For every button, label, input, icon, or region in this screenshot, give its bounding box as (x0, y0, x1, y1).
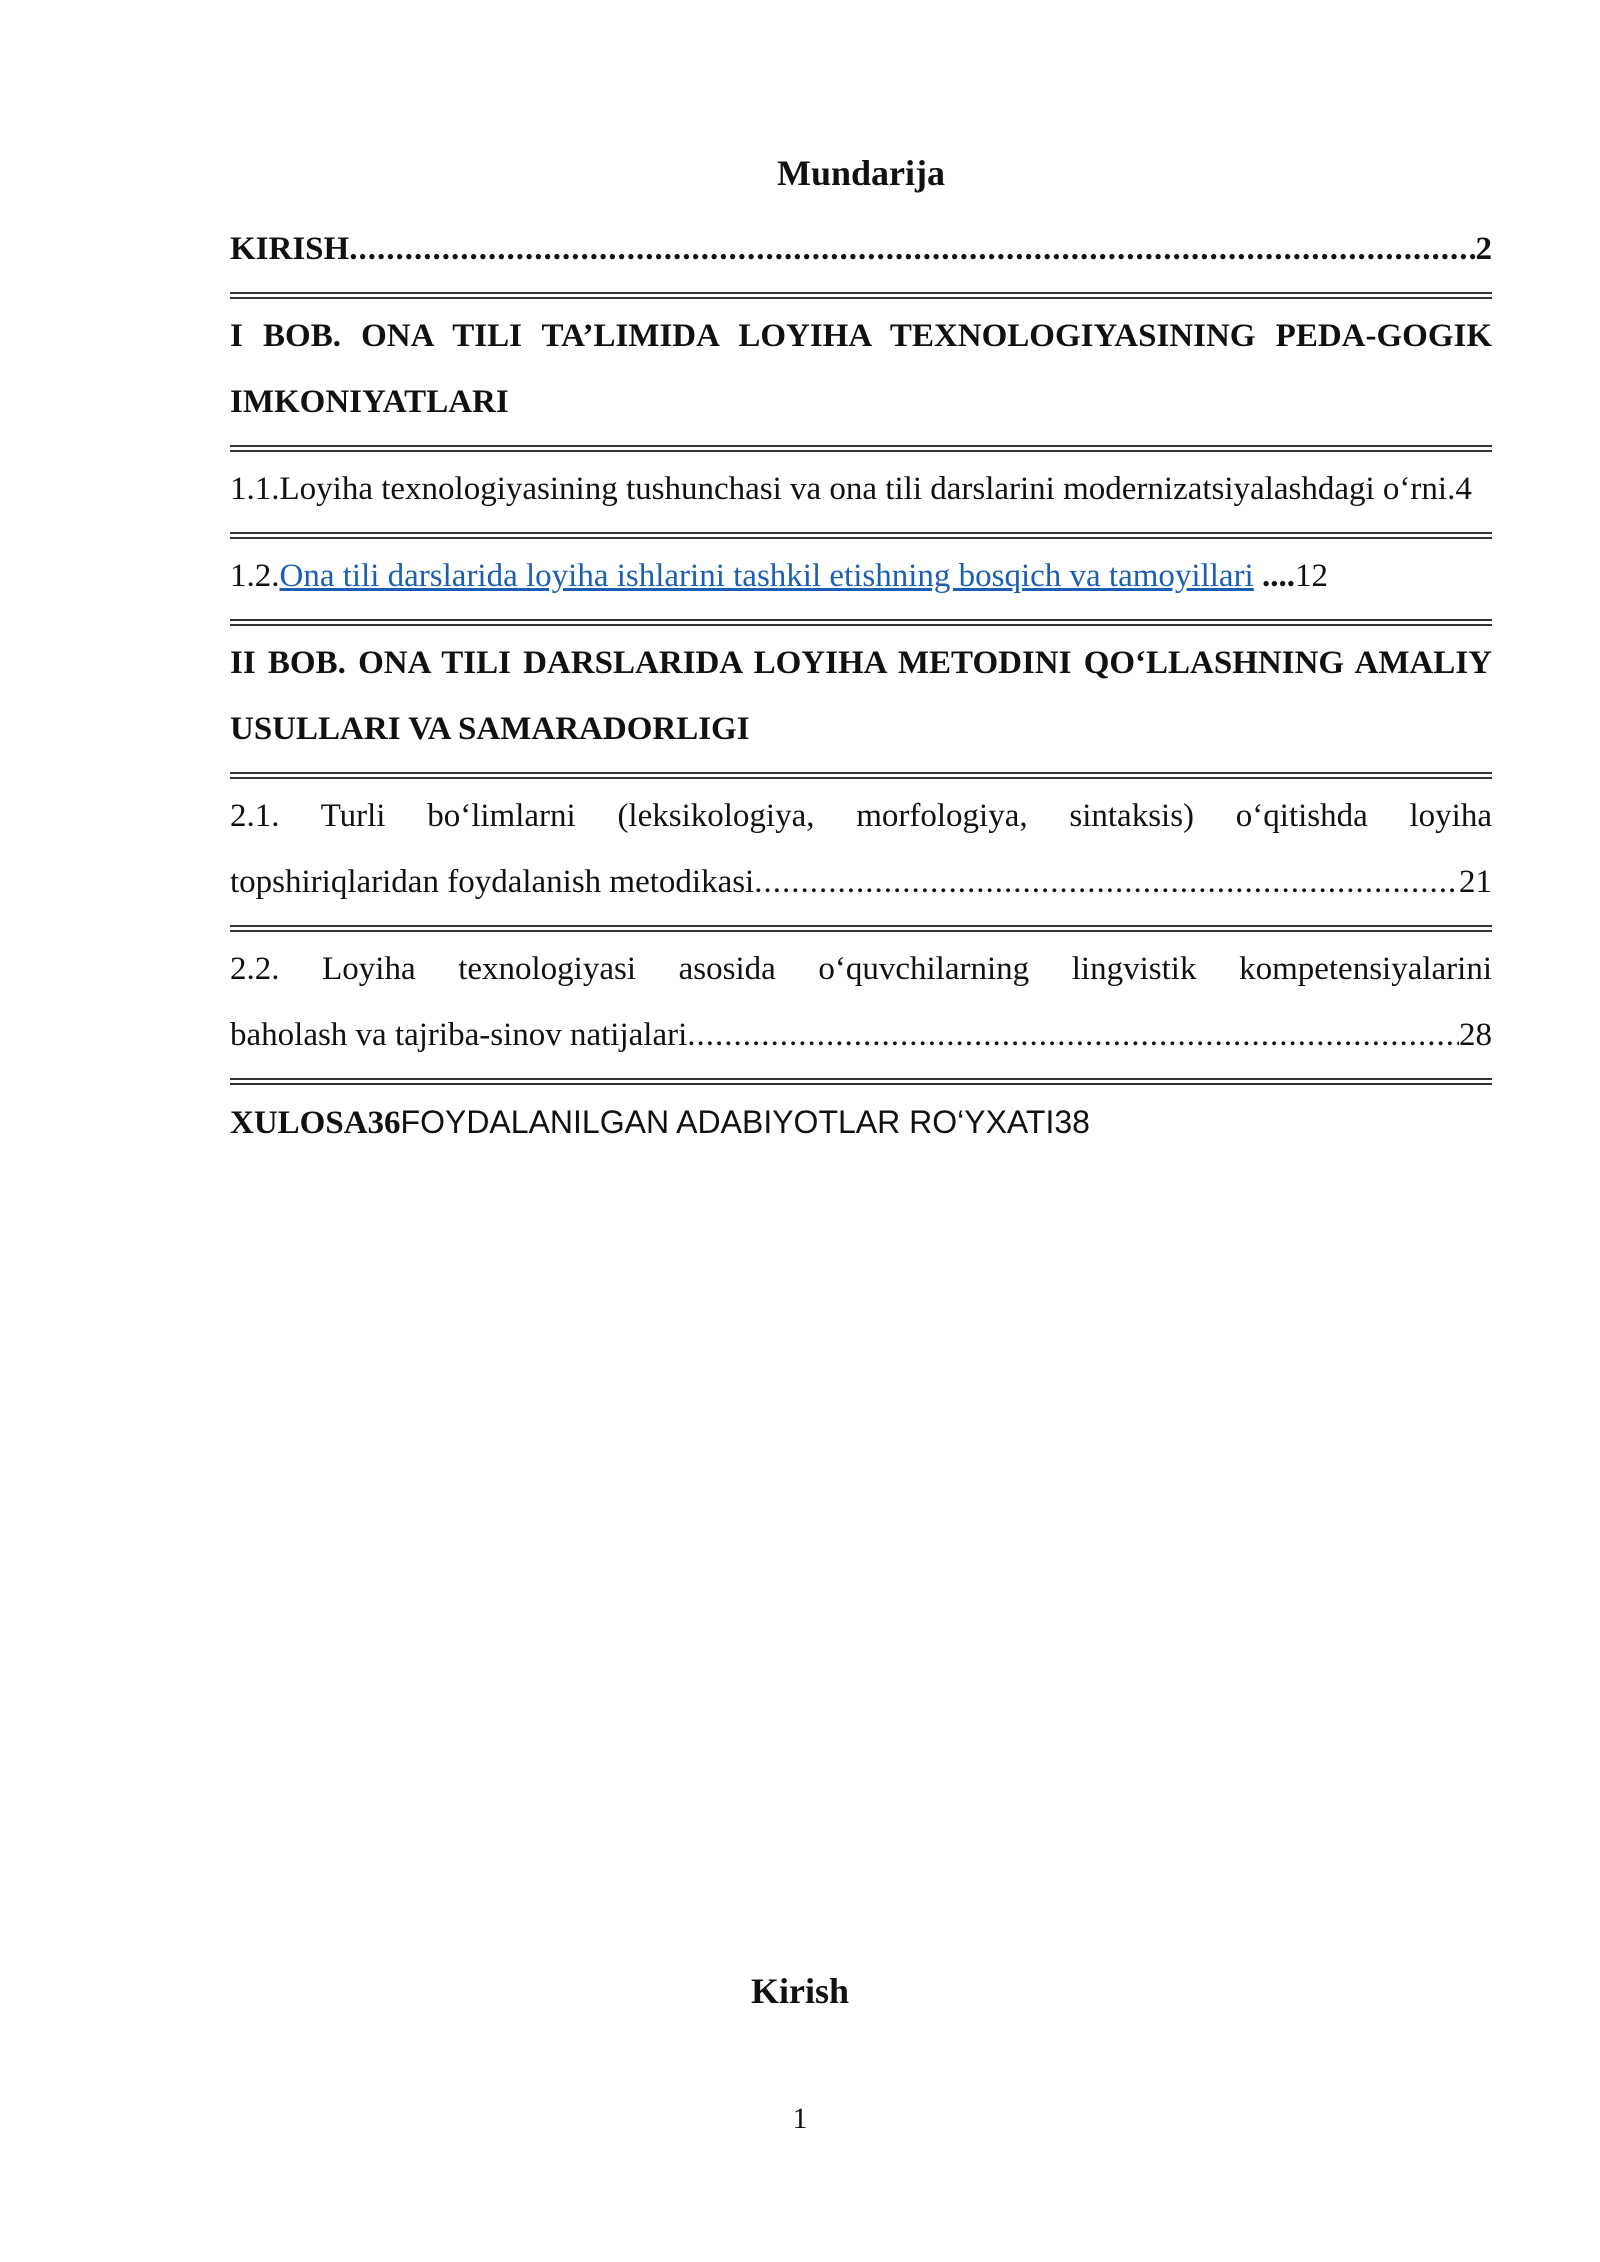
toc-entry-section-2-2[interactable] (230, 936, 1492, 1068)
toc-entry-page: 38 (1054, 1104, 1090, 1140)
toc-entry-label: I BOB. ONA TILI TA’LIMIDA LOYIHA TEXNOLOGIYASINING PEDA-GOGIK IMKONIYATLARI (230, 318, 1492, 420)
toc-entry-page: 2 (1475, 231, 1492, 267)
toc-entry-page: 21 (1459, 864, 1492, 900)
table-of-contents (230, 140, 1492, 1156)
toc-entry-label: II BOB. ONA TILI DARSLARIDA LOYIHA METODINI QO‘LLASHNING AMALIY USULLARI VA SAMARADORLIGI (230, 645, 1492, 747)
toc-entry-page: 4 (1455, 471, 1472, 507)
toc-entry-page: 36 (367, 1105, 401, 1141)
toc-entry-chapter-1[interactable] (230, 303, 1492, 435)
toc-entry-section-2-1[interactable] (230, 783, 1492, 915)
toc-entry-line (230, 1002, 1492, 1068)
toc-entry-label: baholash va tajriba-sinov natijalari (230, 1017, 688, 1053)
separator-rule (230, 532, 1492, 539)
toc-entry-line: 2.2. Loyiha texnologiyasi asosida o‘quvchilarning lingvistik kompetensiyalarini (230, 951, 1492, 987)
separator-rule (230, 292, 1492, 299)
toc-entry-label: KIRISH (230, 231, 350, 267)
toc-entry-line: 2.1. Turli bo‘limlarni (leksikologiya, morfologiya, sintaksis) o‘qitishda loyiha (230, 798, 1492, 834)
dot-leader (754, 849, 1459, 915)
separator-rule (230, 619, 1492, 626)
dot-leader: .... (1261, 558, 1295, 594)
toc-entry-label: topshiriqlaridan foydalanish metodikasi (230, 864, 755, 900)
toc-entry-kirish[interactable] (230, 216, 1492, 282)
toc-title: Mundarija (776, 153, 945, 193)
separator-rule (230, 1078, 1492, 1085)
separator-rule (230, 925, 1492, 932)
page-number: 1 (792, 2102, 808, 2135)
toc-entry-link[interactable]: Ona tili darslarida loyiha ishlarini tashkil etishning bosqich va tamoyillari (279, 558, 1254, 594)
toc-entry-conclusion-references[interactable] (230, 1089, 1492, 1156)
toc-entry-chapter-2[interactable] (230, 630, 1492, 762)
dot-leader (687, 1002, 1459, 1068)
toc-entry-label: XULOSA (230, 1105, 368, 1141)
toc-entry-label: FOYDALANILGAN ADABIYOTLAR RO‘YXATI (400, 1104, 1055, 1140)
toc-entry-section-1-1[interactable] (230, 456, 1492, 522)
toc-entry-page: 12 (1294, 558, 1328, 594)
toc-entry-prefix: 1.2. (230, 558, 280, 594)
toc-entry-label: 1.1.Loyiha texnologiyasining tushunchasi va ona tili darslarini modernizatsiyalashdagi o‘rni. (230, 471, 1456, 507)
separator-rule (230, 772, 1492, 779)
dot-leader (349, 216, 1475, 282)
separator-rule (230, 445, 1492, 452)
section-heading-kirish: Kirish (750, 1971, 849, 2011)
toc-entry-line (230, 849, 1492, 915)
toc-entry-section-1-2[interactable] (230, 543, 1492, 609)
toc-entry-page: 28 (1459, 1017, 1492, 1053)
